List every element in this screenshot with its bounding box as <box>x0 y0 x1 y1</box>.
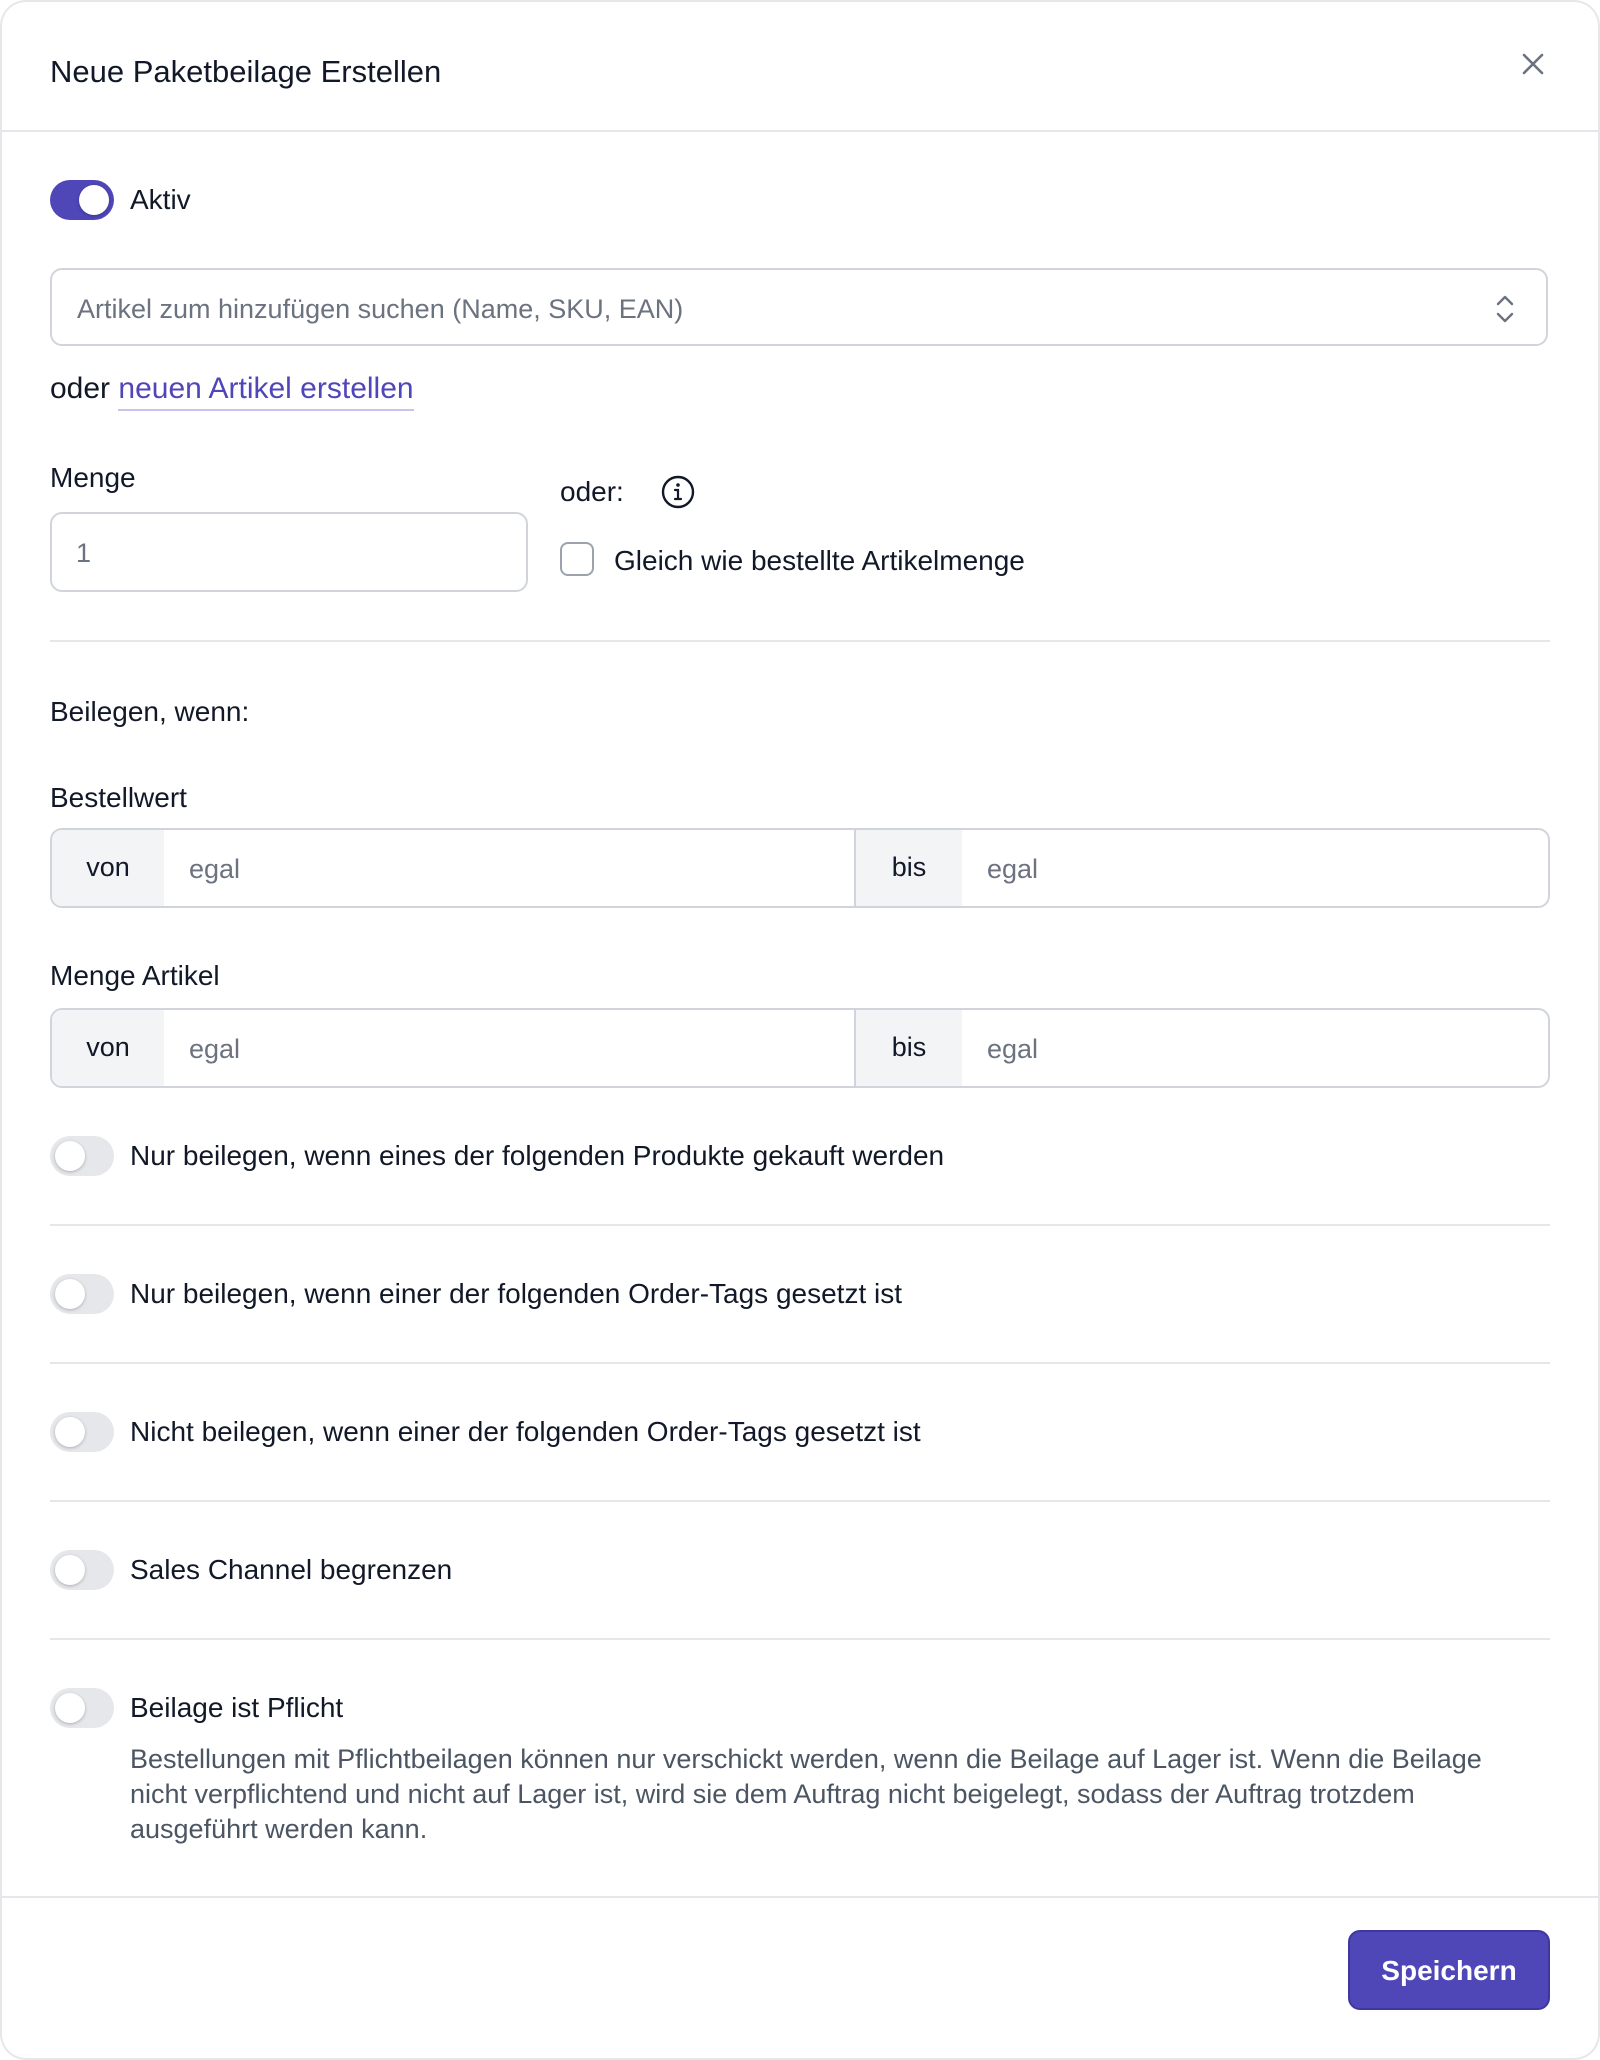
divider <box>50 1224 1550 1226</box>
quantity-value: 1 <box>76 538 92 568</box>
item-count-from-input[interactable]: egal <box>189 1034 241 1064</box>
divider <box>50 1500 1550 1502</box>
order-value-to-addon: bis <box>856 830 962 906</box>
order-value-from-input[interactable]: egal <box>189 854 241 884</box>
dialog-header <box>0 0 1600 132</box>
item-count-label: Menge Artikel <box>50 960 220 991</box>
toggle-order-tags-exclude[interactable] <box>50 1412 114 1452</box>
quantity-label: Menge <box>50 462 136 493</box>
same-as-ordered-checkbox[interactable] <box>560 542 594 576</box>
info-icon[interactable] <box>660 474 696 510</box>
toggle-knob <box>55 1693 85 1723</box>
order-value-from-addon: von <box>52 830 164 906</box>
close-icon <box>1517 48 1549 80</box>
toggle-mandatory-label: Beilage ist Pflicht <box>130 1692 344 1723</box>
toggle-products-purchased-label: Nur beilegen, wenn eines der folgenden Produkte gekauft werden <box>130 1140 945 1171</box>
footer-divider <box>0 1896 1600 1898</box>
conditions-heading: Beilegen, wenn: <box>50 696 250 727</box>
quantity-or-label: oder: <box>560 476 624 507</box>
item-count-to-input[interactable]: egal <box>987 1034 1039 1064</box>
create-article-line <box>50 372 414 406</box>
dialog-title: Neue Paketbeilage Erstellen <box>50 54 442 89</box>
item-count-from-addon: von <box>52 1010 164 1086</box>
chevron-up-down-icon <box>1494 292 1516 326</box>
toggle-mandatory[interactable] <box>50 1688 114 1728</box>
toggle-order-tags-exclude-label: Nicht beilegen, wenn einer der folgenden Order-Tags gesetzt ist <box>130 1416 921 1447</box>
toggle-knob <box>55 1279 85 1309</box>
same-as-ordered-label: Gleich wie bestellte Artikelmenge <box>614 545 1025 576</box>
toggle-sales-channel[interactable] <box>50 1550 114 1590</box>
divider <box>50 1638 1550 1640</box>
divider <box>50 640 1550 642</box>
toggle-knob <box>79 185 109 215</box>
create-article-prefix: oder <box>50 372 111 405</box>
toggle-knob <box>55 1141 85 1171</box>
active-toggle[interactable] <box>50 180 114 220</box>
mandatory-description: Bestellungen mit Pflichtbeilagen können nur verschickt werden, wenn die Beilage auf Lager ist. Wenn die Beilage nicht verpflichtend und nicht auf Lager ist, wird sie dem Auftrag nicht beigelegt, sodass der Auftrag trotzdem ausgeführt werden kann. <box>130 1744 1482 1844</box>
create-article-link[interactable]: neuen Artikel erstellen <box>118 372 413 411</box>
toggle-order-tags-include-label: Nur beilegen, wenn einer der folgenden Order-Tags gesetzt ist <box>130 1278 902 1309</box>
item-count-to-addon: bis <box>856 1010 962 1086</box>
divider <box>50 1362 1550 1364</box>
toggle-knob <box>55 1417 85 1447</box>
quantity-input[interactable] <box>50 512 528 592</box>
toggle-order-tags-include[interactable] <box>50 1274 114 1314</box>
order-value-to-input[interactable]: egal <box>987 854 1039 884</box>
order-value-range <box>50 828 1550 908</box>
toggle-knob <box>55 1555 85 1585</box>
toggle-sales-channel-label: Sales Channel begrenzen <box>130 1554 453 1585</box>
article-search-placeholder: Artikel zum hinzufügen suchen (Name, SKU, EAN) <box>77 294 684 324</box>
article-search-select[interactable] <box>50 268 1548 346</box>
save-button[interactable]: Speichern <box>1348 1930 1550 2010</box>
item-count-range <box>50 1008 1550 1088</box>
order-value-label: Bestellwert <box>50 782 187 813</box>
toggle-products-purchased[interactable] <box>50 1136 114 1176</box>
close-button[interactable] <box>1517 48 1549 80</box>
active-label: Aktiv <box>130 184 191 215</box>
